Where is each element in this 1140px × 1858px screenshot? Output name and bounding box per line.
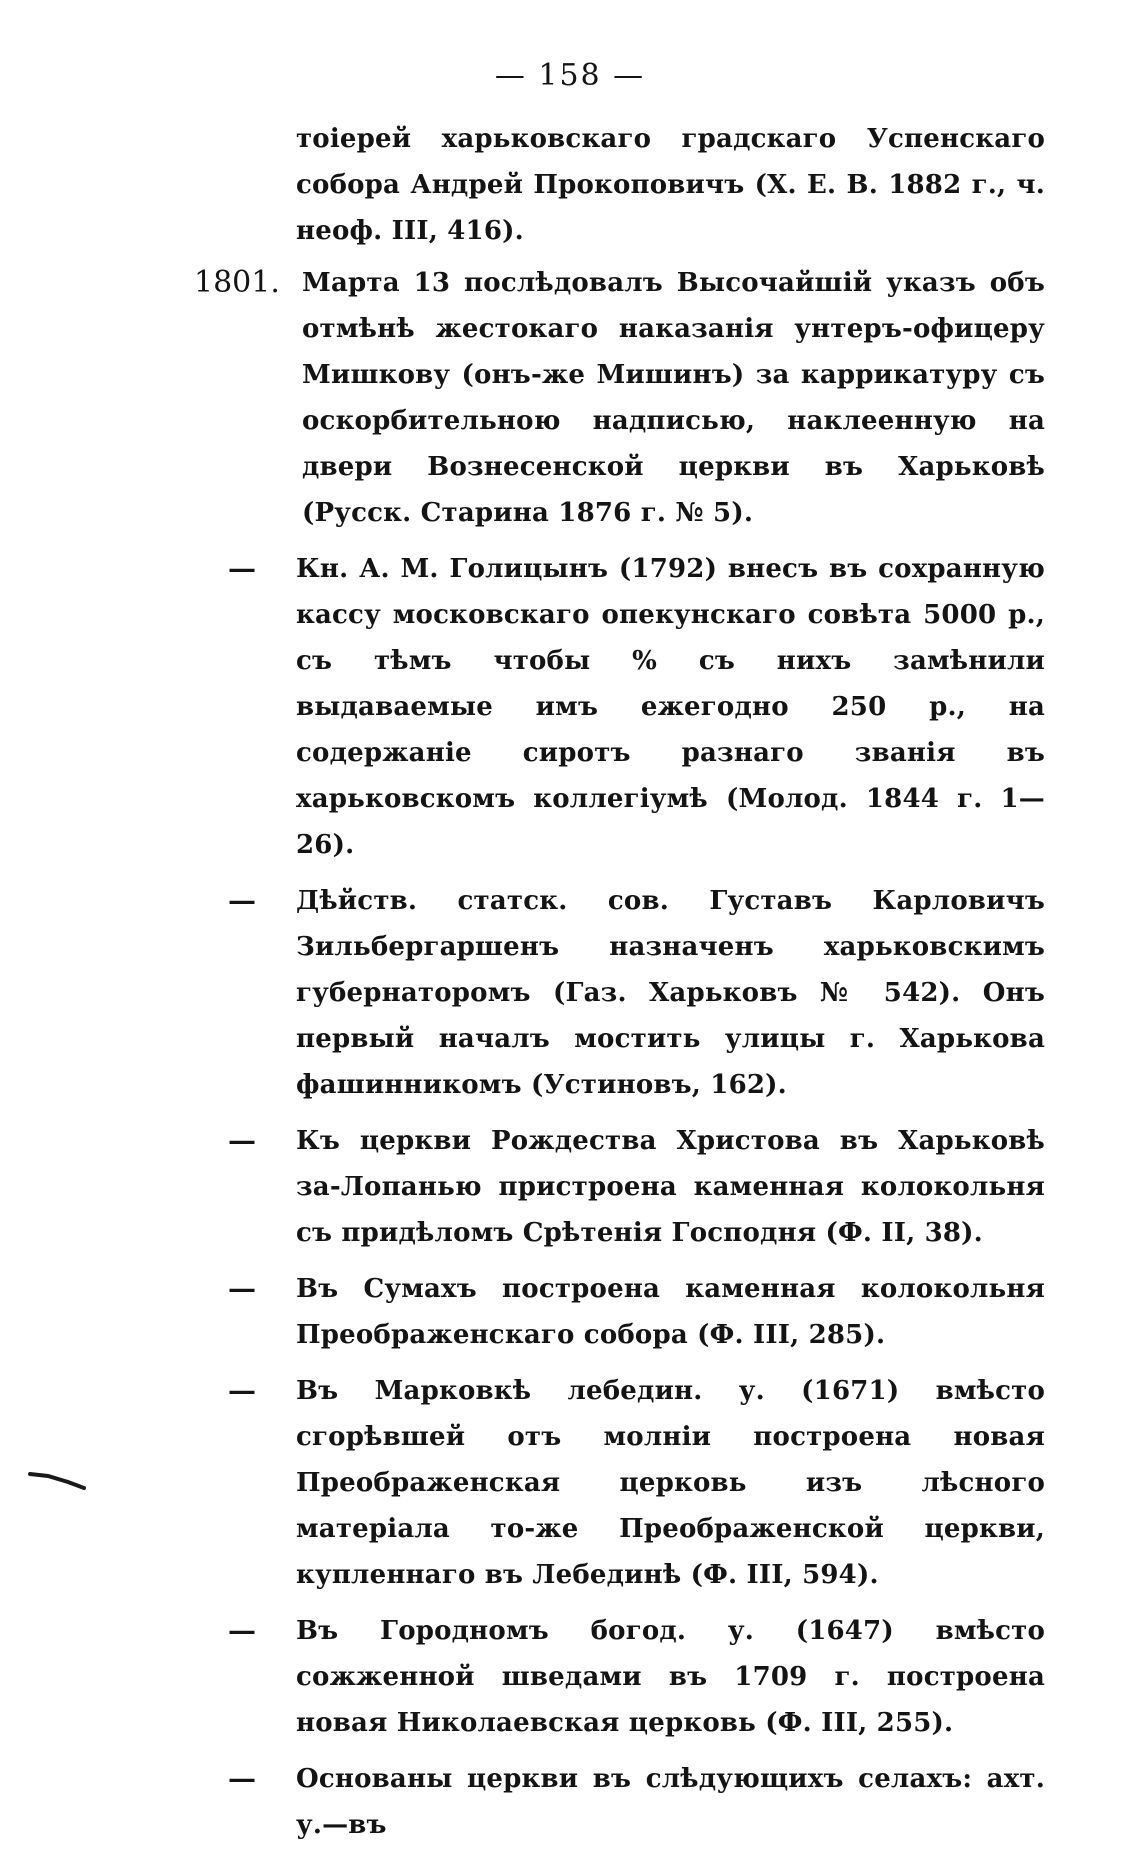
entry-golitsyn (200, 546, 1045, 868)
entry-continuation (200, 116, 1045, 254)
entry-dash: — (228, 1124, 256, 1157)
entry-text: Дѣйств. статск. сов. Густавъ Карловичъ Зильбергаршенъ назначенъ харьковскимъ губернаторомъ (Газ. Харьковъ № 542). Онъ первый началъ мостить улицы г. Харькова фашинникомъ (Устиновъ, 162). (296, 886, 1045, 1100)
entry-text: Марта 13 послѣдовалъ Высочайшій указъ объ отмѣнѣ жестокаго наказанія унтеръ-офицеру Мишкову (онъ-же Мишинъ) за каррикатуру съ оскорбительною надписью, наклеенную на двери Вознесенской церкви въ Харьковѣ (Русск. Старина 1876 г. № 5). (302, 268, 1045, 528)
entry-dash: — (228, 1614, 256, 1647)
entry-rozhdestvo-church (200, 1118, 1045, 1256)
entry-markovka-church (200, 1368, 1045, 1598)
entry-sumy-belfry (200, 1266, 1045, 1358)
entry-gorodnoe-church (200, 1608, 1045, 1746)
entry-text: Въ Городномъ богод. у. (1647) вмѣсто сожженной шведами въ 1709 г. построена новая Николаевская церковь (Ф. III, 255). (296, 1616, 1045, 1738)
entry-text: тоіерей харьковскаго градскаго Успенскаго собора Андрей Прокоповичъ (Х. Е. В. 1882 г., ч. неоф. III, 416). (296, 124, 1045, 246)
text-column (194, 116, 1045, 1858)
entry-churches-founded (200, 1756, 1045, 1848)
entry-text: Къ церкви Рождества Христова въ Харьковѣ за-Лопанью пристроена каменная колокольня съ придѣломъ Срѣтенія Господня (Ф. II, 38). (296, 1126, 1045, 1248)
entry-text: Въ Сумахъ построена каменная колокольня Преображенскаго собора (Ф. III, 285). (296, 1274, 1045, 1350)
entry-governor (200, 878, 1045, 1108)
entry-dash: — (228, 1272, 256, 1305)
entry-1801 (194, 260, 1045, 536)
entry-text: Основаны церкви въ слѣдующихъ селахъ: ахт. у.—въ (296, 1764, 1045, 1840)
entry-text: Кн. А. М. Голицынъ (1792) внесъ въ сохранную кассу московскаго опекунскаго совѣта 5000 р., съ тѣмъ чтобы % съ нихъ замѣнили выдаваемые имъ ежегодно 250 р., на содержаніе сиротъ разнаго званія въ харьковскомъ коллегіумѣ (Молод. 1844 г. 1—26). (296, 554, 1045, 860)
entry-year: 1801. (194, 265, 280, 300)
entry-dash: — (228, 884, 256, 917)
scan-artifact-mark (28, 1470, 88, 1490)
entry-dash: — (228, 552, 256, 585)
entry-dash: — (228, 1762, 256, 1795)
entry-dash: — (228, 1374, 256, 1407)
page-number: — 158 — (494, 58, 646, 93)
entry-text: Въ Марковкѣ лебедин. у. (1671) вмѣсто сгорѣвшей отъ молніи построена новая Преображенская церковь изъ лѣсного матеріала то-же Преображенской церкви, купленнаго въ Лебединѣ (Ф. III, 594). (296, 1376, 1045, 1590)
